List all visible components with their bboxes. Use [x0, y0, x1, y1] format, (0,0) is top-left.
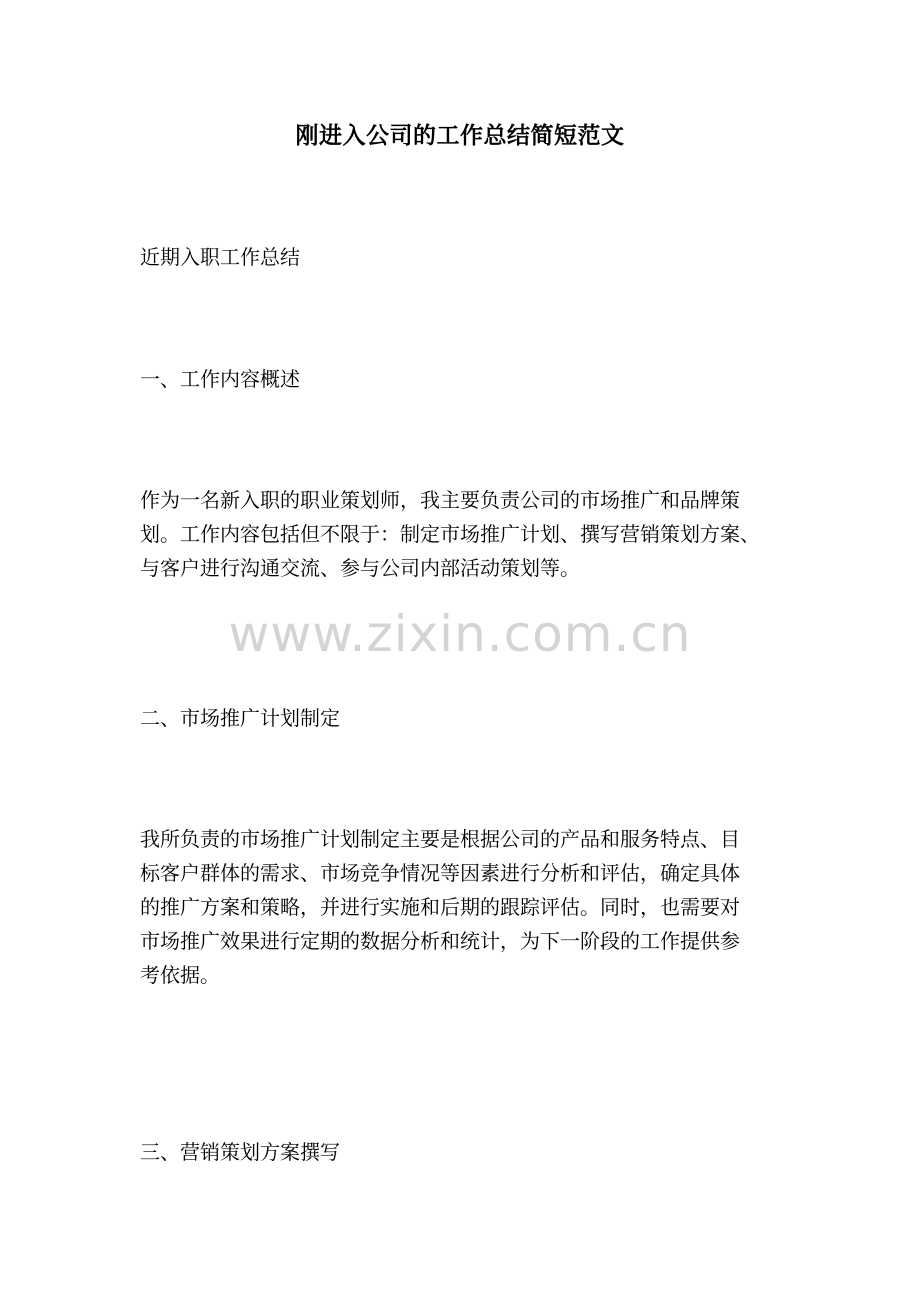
watermark: www.zixin.com.cn: [228, 605, 692, 663]
document-title: 刚进入公司的工作总结简短范文: [295, 122, 625, 149]
section-1-line: 与客户进行沟通交流、参与公司内部活动策划等。: [140, 556, 580, 580]
section-3-heading: 三、营销策划方案撰写: [140, 1140, 340, 1164]
section-2-paragraph: [140, 822, 785, 992]
section-2-line: 市场推广效果进行定期的数据分析和统计，为下一阶段的工作提供参: [140, 929, 740, 953]
section-2-line: 考依据。: [140, 963, 220, 987]
section-2-line: 我所负责的市场推广计划制定主要是根据公司的产品和服务特点、目: [140, 827, 740, 851]
section-2-line: 标客户群体的需求、市场竞争情况等因素进行分析和评估，确定具体: [140, 861, 740, 885]
section-1-line: 划。工作内容包括但不限于：制定市场推广计划、撰写营销策划方案、: [140, 522, 760, 546]
section-1-heading: 一、工作内容概述: [140, 367, 300, 391]
section-2-line: 的推广方案和策略，并进行实施和后期的跟踪评估。同时，也需要对: [140, 895, 740, 919]
section-2-heading: 二、市场推广计划制定: [140, 706, 340, 730]
document-subtitle: 近期入职工作总结: [140, 245, 300, 269]
section-1-line: 作为一名新入职的职业策划师，我主要负责公司的市场推广和品牌策: [140, 488, 740, 512]
section-1-paragraph: [140, 483, 785, 585]
